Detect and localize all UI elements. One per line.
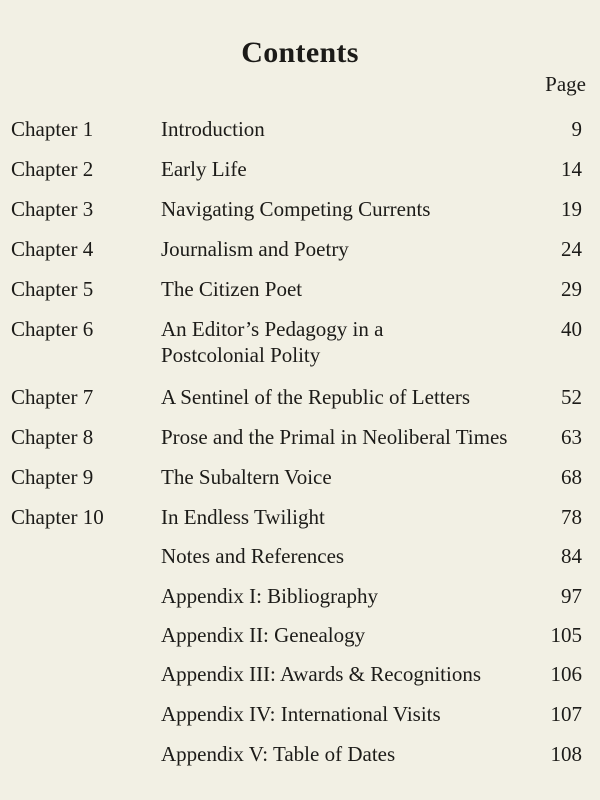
page-number: 9: [571, 117, 582, 141]
entry-title: [161, 156, 541, 182]
entry-title-line: Appendix V: Table of Dates: [161, 742, 396, 766]
page-number: 105: [550, 623, 582, 647]
entry-title-line: Appendix IV: International Visits: [161, 702, 441, 726]
chapter-label: Chapter 9: [11, 465, 94, 489]
page-number: 14: [561, 157, 582, 181]
entry-title-line: Journalism and Poetry: [161, 237, 349, 261]
page-title: Contents: [241, 36, 359, 69]
entry-title-line: Early Life: [161, 157, 247, 181]
entry-title-line: Postcolonial Polity: [161, 343, 321, 367]
entry-title-line: Appendix III: Awards & Recognitions: [161, 662, 482, 686]
entry-title-line: Prose and the Primal in Neoliberal Times: [161, 425, 508, 449]
page-number: 106: [550, 662, 582, 686]
page-number: 107: [550, 702, 582, 726]
entry-title-line: An Editor’s Pedagogy in a: [161, 317, 384, 341]
page-number: 24: [561, 237, 582, 261]
entry-title: [161, 583, 541, 609]
entry-title-line: Appendix II: Genealogy: [161, 623, 366, 647]
page-column-heading: Page: [545, 72, 586, 96]
page-number: 78: [561, 505, 582, 529]
page-number: 63: [561, 425, 582, 449]
page-number: 68: [561, 465, 582, 489]
chapter-label: Chapter 6: [11, 317, 94, 341]
page-number: 108: [550, 742, 582, 766]
chapter-label: Chapter 8: [11, 425, 94, 449]
page-number: 84: [561, 544, 582, 568]
entry-title-line: The Subaltern Voice: [161, 465, 332, 489]
entry-title: [161, 316, 541, 368]
chapter-label: Chapter 7: [11, 385, 94, 409]
entry-title: [161, 543, 541, 569]
entry-title: [161, 276, 541, 302]
entry-title-line: Appendix I: Bibliography: [161, 584, 378, 608]
entry-title: [161, 661, 541, 687]
page-number: 29: [561, 277, 582, 301]
entry-title: [161, 424, 541, 450]
page-number: 97: [561, 584, 582, 608]
entry-title: [161, 701, 541, 727]
entry-title-line: Introduction: [161, 117, 265, 141]
entry-title: [161, 464, 541, 490]
entry-title-line: Notes and References: [161, 544, 345, 568]
entry-title-line: A Sentinel of the Republic of Letters: [161, 385, 471, 409]
entry-title: [161, 384, 541, 410]
chapter-label: Chapter 3: [11, 197, 94, 221]
entry-title: [161, 236, 541, 262]
chapter-label: Chapter 1: [11, 117, 94, 141]
chapter-label: Chapter 2: [11, 157, 94, 181]
entry-title: [161, 622, 541, 648]
page-number: 19: [561, 197, 582, 221]
entry-title: [161, 741, 541, 767]
page-number: 52: [561, 385, 582, 409]
chapter-label: Chapter 10: [11, 505, 104, 529]
entry-title: [161, 504, 541, 530]
entry-title: [161, 196, 541, 222]
entry-title-line: In Endless Twilight: [161, 505, 325, 529]
chapter-label: Chapter 4: [11, 237, 94, 261]
entry-title-line: Navigating Competing Currents: [161, 197, 431, 221]
page-number: 40: [561, 317, 582, 341]
entry-title-line: The Citizen Poet: [161, 277, 303, 301]
chapter-label: Chapter 5: [11, 277, 94, 301]
entry-title: [161, 116, 541, 142]
